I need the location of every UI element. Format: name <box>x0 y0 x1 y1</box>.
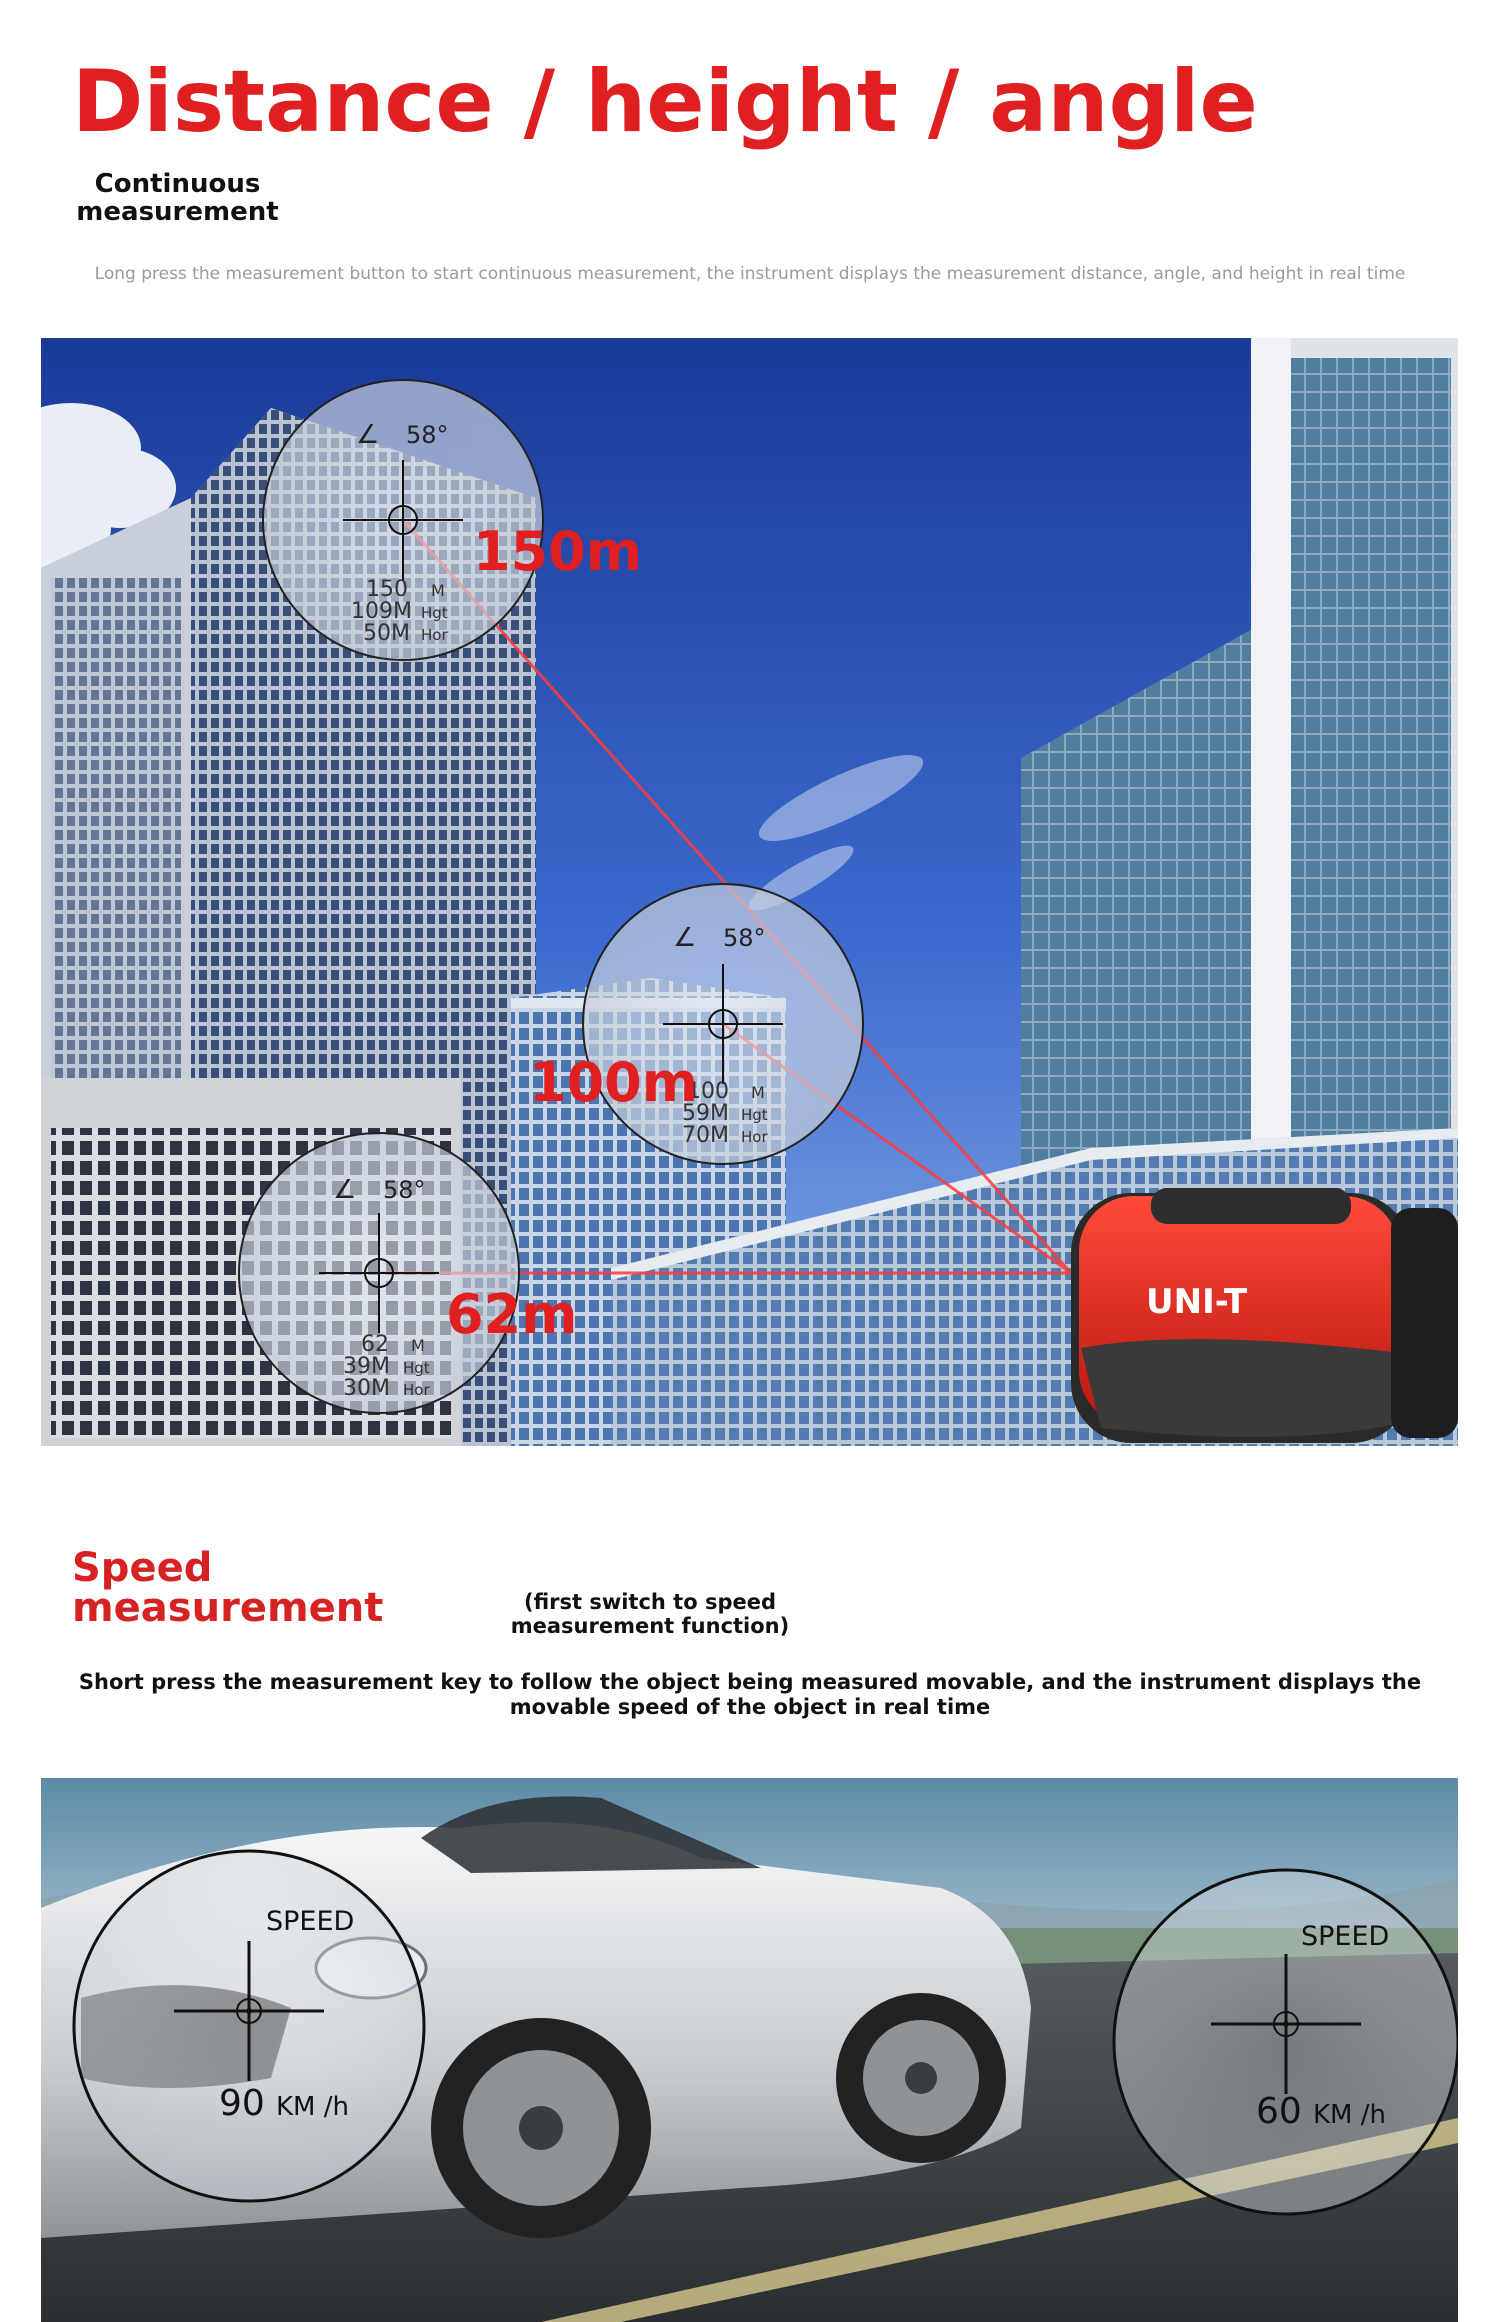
svg-text:Hor: Hor <box>403 1381 430 1399</box>
distance-illustration <box>41 338 1458 1446</box>
scope-horizontal: 50M <box>363 621 410 646</box>
scope-height: 39M <box>343 1354 390 1379</box>
speed-value: 90 <box>219 2083 265 2124</box>
scope-62m <box>239 1133 519 1413</box>
speed-label: SPEED <box>1301 1921 1390 1952</box>
callout-150m: 150m <box>473 520 642 583</box>
angle-icon: ∠ <box>333 1175 357 1205</box>
speed-unit: KM /h <box>276 2092 349 2122</box>
speed-section-note: (first switch to speed measurement function) <box>510 1590 790 1638</box>
svg-text:M: M <box>751 1083 765 1102</box>
section-subtitle: Continuous measurement <box>76 169 279 227</box>
callout-62m: 62m <box>446 1283 578 1346</box>
section-description: Long press the measurement button to start continuous measurement, the instrument displays the measurement distance, angle, and height in real time <box>94 264 1406 284</box>
scope-100m <box>583 884 863 1164</box>
svg-text:Hgt: Hgt <box>741 1106 768 1124</box>
speed-label: SPEED <box>266 1906 355 1937</box>
svg-text:M: M <box>411 1336 425 1355</box>
callout-100m: 100m <box>529 1051 698 1114</box>
scope-distance: 62 <box>361 1332 389 1357</box>
page-title: Distance / height / angle <box>72 52 1258 152</box>
speed-value: 60 <box>1256 2091 1302 2132</box>
speed-scope-60 <box>1114 1870 1458 2214</box>
scope-angle: 58° <box>406 421 449 449</box>
svg-text:Hor: Hor <box>421 626 448 644</box>
rangefinder-device <box>1071 1188 1458 1443</box>
device-brand-logo: UNI-T <box>1146 1282 1248 1322</box>
scope-angle: 58° <box>383 1176 426 1204</box>
angle-icon: ∠ <box>356 420 380 450</box>
svg-text:Hgt: Hgt <box>421 604 448 622</box>
scope-height: 59M <box>682 1101 729 1126</box>
scope-height: 109M <box>351 599 412 624</box>
svg-text:M: M <box>431 581 445 600</box>
scope-distance: 100 <box>687 1079 729 1104</box>
svg-text:Hor: Hor <box>741 1128 768 1146</box>
speed-unit: KM /h <box>1313 2100 1386 2130</box>
svg-text:Hgt: Hgt <box>403 1359 430 1377</box>
scope-horizontal: 70M <box>682 1123 729 1148</box>
angle-icon: ∠ <box>673 923 697 953</box>
scope-angle: 58° <box>723 924 766 952</box>
speed-section-description: Short press the measurement key to follow the object being measured movable, and the instrument displays the movable speed of the object in real time <box>78 1670 1422 1719</box>
speed-illustration <box>41 1778 1458 2322</box>
speed-scope-90 <box>74 1851 424 2201</box>
speed-section-title: Speed measurement <box>72 1545 384 1631</box>
scope-horizontal: 30M <box>343 1376 390 1401</box>
scope-distance: 150 <box>366 577 408 602</box>
